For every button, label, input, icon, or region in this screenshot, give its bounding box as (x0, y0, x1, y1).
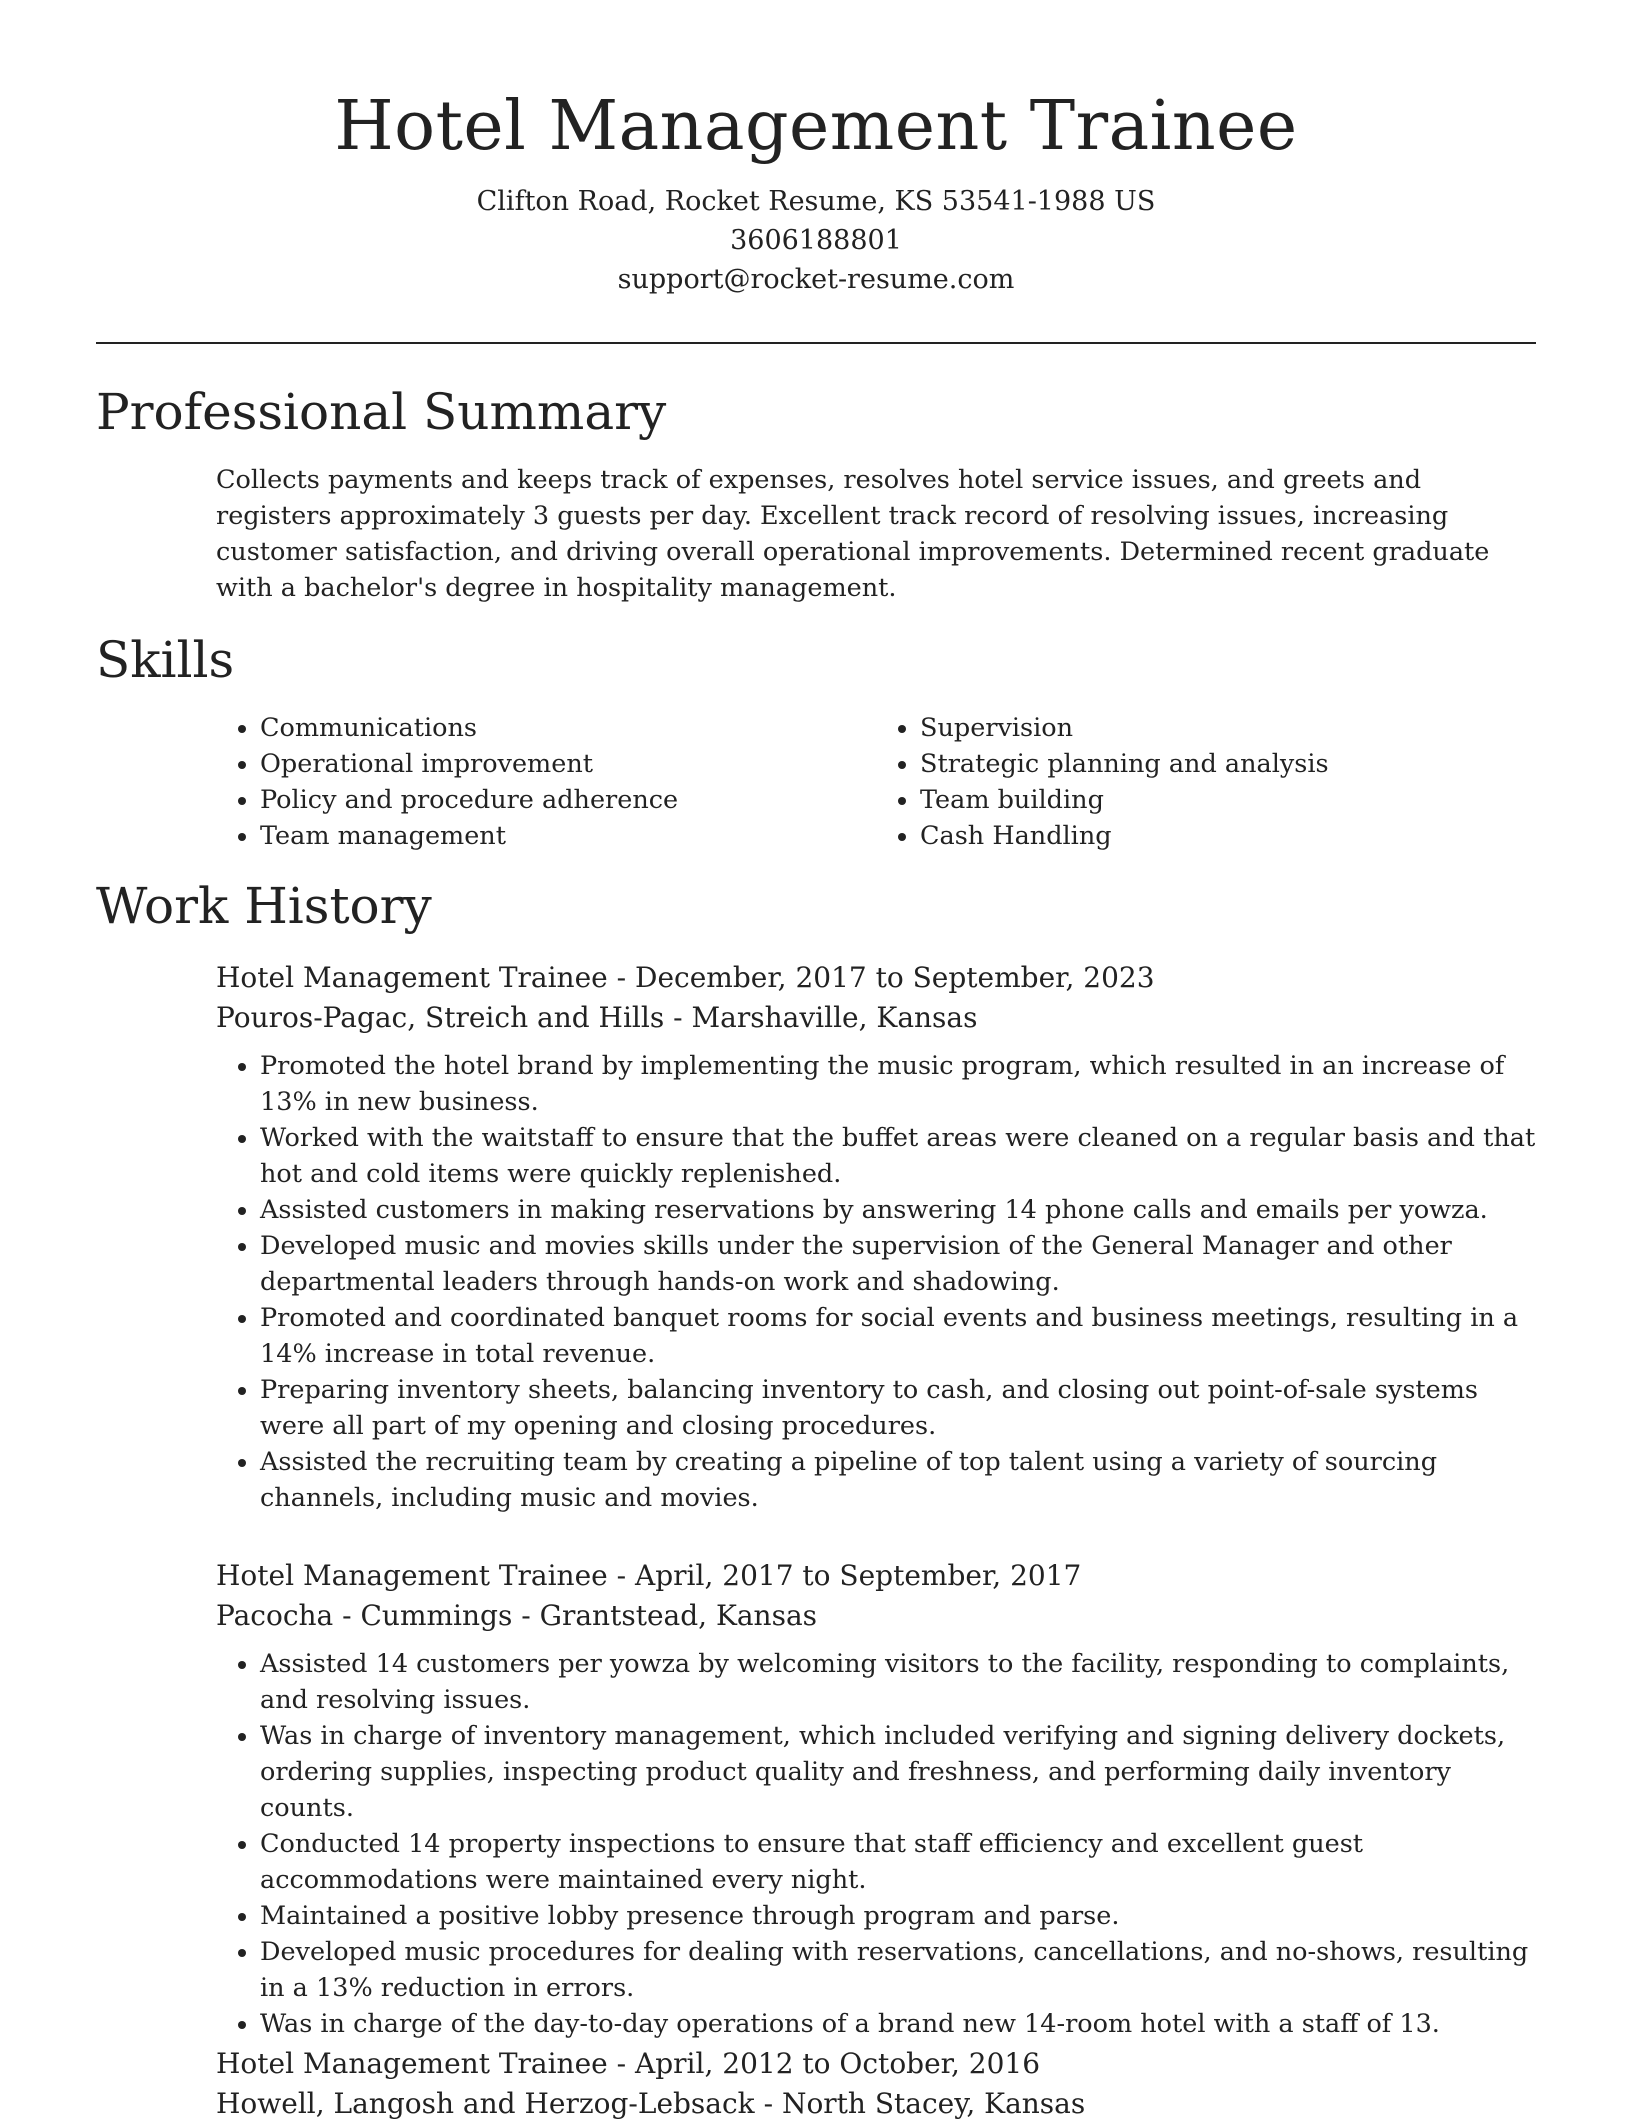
address: Clifton Road, Rocket Resume, KS 53541-1988 US (476, 186, 1156, 217)
job-bullet: • Promoted the hotel brand by implementing the music program, which resulted in an increase of 13% in new business. (260, 1048, 1536, 1120)
separator: - (616, 2047, 636, 2080)
skill-item: • Team building (920, 782, 1536, 818)
job-dates: April, 2012 to October, 2016 (635, 2047, 1041, 2080)
job-title-line (216, 2044, 1536, 2084)
job-bullet: • Was in charge of inventory management, which included verifying and signing delivery dockets, ordering supplies, inspecting product quality and freshness, and performing daily inventory counts. (260, 1718, 1536, 1826)
job-company-line (216, 1596, 1536, 1636)
contact-info (0, 182, 1632, 299)
separator: - (673, 1001, 692, 1034)
work-history-heading: Work History (96, 877, 432, 935)
job-bullet: • Assisted 14 customers per yowza by welcoming visitors to the facility, responding to complaints, and resolving issues. (260, 1646, 1536, 1718)
job-company: Howell, Langosh and Herzog-Lebsack (216, 2087, 755, 2120)
job-title: Hotel Management Trainee (216, 961, 608, 994)
job-company-line (216, 998, 1536, 1038)
job-title-line (216, 958, 1536, 998)
job-title: Hotel Management Trainee (216, 1559, 608, 1592)
job-dates: December, 2017 to September, 2023 (635, 961, 1155, 994)
job-bullets (216, 1646, 1536, 2042)
job-bullet: • Worked with the waitstaff to ensure that the buffet areas were cleaned on a regular basis and that hot and cold items were quickly replenished. (260, 1120, 1536, 1192)
skill-item: • Cash Handling (920, 818, 1536, 854)
skill-item: • Strategic planning and analysis (920, 746, 1536, 782)
separator: - (521, 1599, 540, 1632)
summary-text: Collects payments and keeps track of expenses, resolves hotel service issues, and greets and registers approximately 3 guests per day. Excellent track record of resolving issues, increasing customer satisfaction, and driving overall operational improvements. Determined recent graduate with a bachelor's degree in hospitality management. (216, 465, 1490, 603)
resume-header (0, 0, 1632, 299)
skill-item: • Operational improvement (260, 746, 876, 782)
job-bullet: • Developed music procedures for dealing with reservations, cancellations, and no-shows, resulting in a 13% reduction in errors. (260, 1934, 1536, 2006)
job-bullet: • Assisted customers in making reservations by answering 14 phone calls and emails per yowza. (260, 1192, 1536, 1228)
phone: 3606188801 (730, 225, 902, 256)
job-location: Grantstead, Kansas (539, 1599, 818, 1632)
job-bullet: • Promoted and coordinated banquet rooms for social events and business meetings, resulting in a 14% increase in total revenue. (260, 1300, 1536, 1372)
job-bullet: • Developed music and movies skills under the supervision of the General Manager and other departmental leaders through hands-on work and shadowing. (260, 1228, 1536, 1300)
job-bullet: • Conducted 14 property inspections to ensure that staff efficiency and excellent guest accommodations were maintained every night. (260, 1826, 1536, 1898)
job-company-line (216, 2084, 1536, 2124)
candidate-name: Hotel Management Trainee (334, 87, 1298, 166)
header-divider (96, 342, 1536, 344)
job-bullet: • Assisted the recruiting team by creating a pipeline of top talent using a variety of sourcing channels, including music and movies. (260, 1444, 1536, 1516)
job-bullet: • Maintained a positive lobby presence through program and parse. (260, 1898, 1536, 1934)
skill-item: • Supervision (920, 710, 1536, 746)
job-entry (216, 1556, 1536, 2042)
summary-heading: Professional Summary (96, 383, 667, 441)
job-location: Marshaville, Kansas (691, 1001, 978, 1034)
job-company: Pouros-Pagac, Streich and Hills (216, 1001, 665, 1034)
job-bullets (216, 1048, 1536, 1516)
job-location: North Stacey, Kansas (781, 2087, 1086, 2120)
job-entry (216, 958, 1536, 1516)
job-title: Hotel Management Trainee (216, 2047, 608, 2080)
skill-item: • Communications (260, 710, 876, 746)
separator: - (616, 1559, 636, 1592)
job-bullet: • Was in charge of the day-to-day operations of a brand new 14-room hotel with a staff of 13. (260, 2006, 1536, 2042)
skills-list (216, 710, 1536, 854)
skills-heading: Skills (96, 631, 235, 689)
skills-column-right (876, 710, 1536, 854)
job-bullet: • Preparing inventory sheets, balancing inventory to cash, and closing out point-of-sale systems were all part of my opening and closing procedures. (260, 1372, 1536, 1444)
job-dates: April, 2017 to September, 2017 (635, 1559, 1082, 1592)
separator: - (616, 961, 636, 994)
skill-item: • Policy and procedure adherence (260, 782, 876, 818)
job-title-line (216, 1556, 1536, 1596)
email: support@rocket-resume.com (617, 264, 1015, 295)
separator: - (763, 2087, 782, 2120)
skills-column-left (216, 710, 876, 854)
skill-item: • Team management (260, 818, 876, 854)
job-entry (216, 2044, 1536, 2124)
job-company: Pacocha - Cummings (216, 1599, 513, 1632)
